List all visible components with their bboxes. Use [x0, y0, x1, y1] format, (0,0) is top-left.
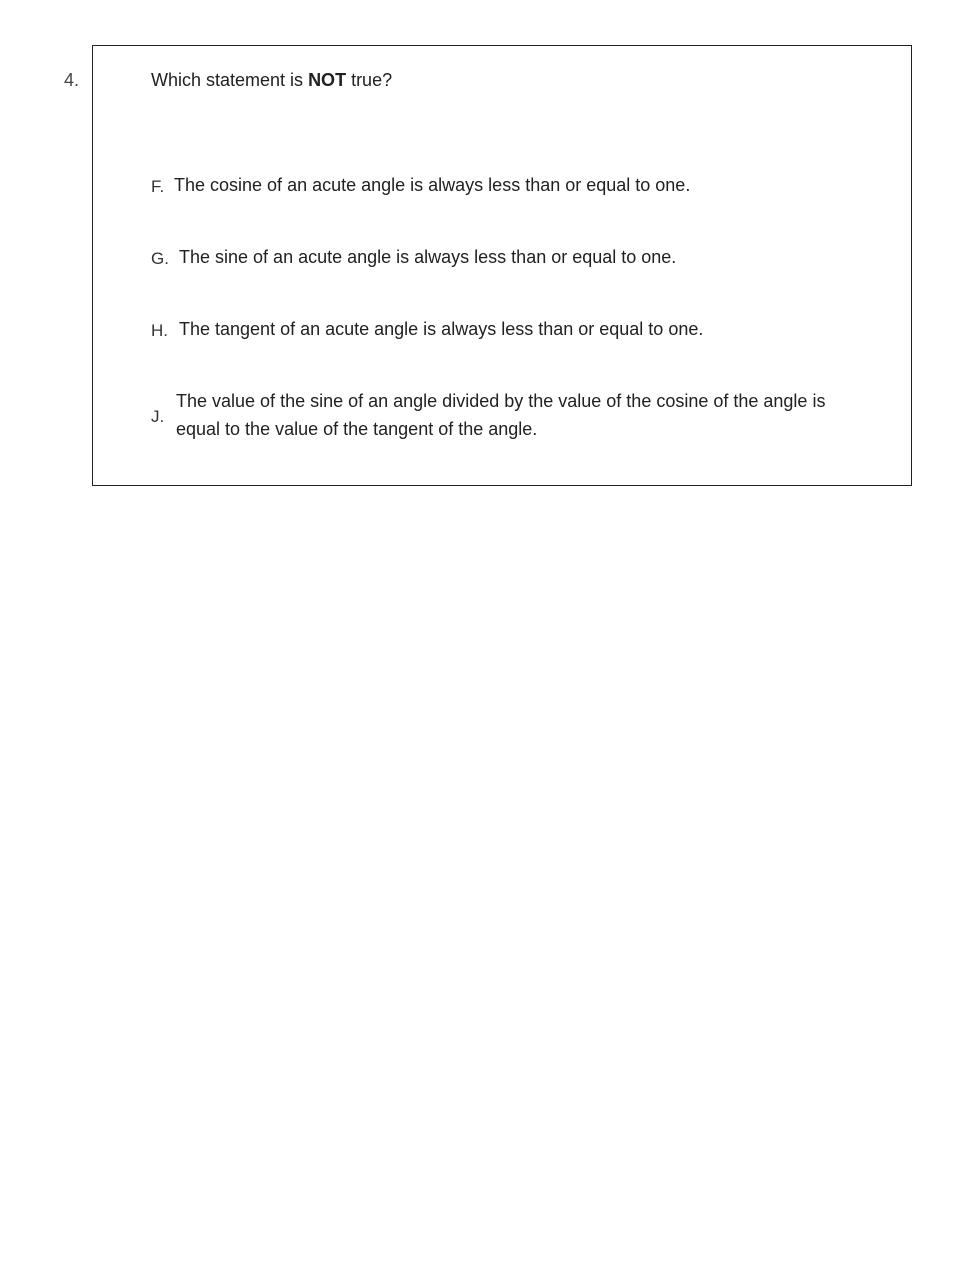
stem-text-before: Which statement is [151, 70, 309, 90]
choice-text: The tangent of an acute angle is always less than or equal to one. [179, 319, 704, 339]
answer-choice-f[interactable] [151, 171, 690, 199]
choice-text: The value of the sine of an angle divided by the value of the cosine of the angle is equal to the value of the tangent of the angle. [176, 391, 826, 439]
choice-letter: H. [151, 321, 168, 340]
question-number: 4. [64, 70, 80, 90]
question-box [92, 45, 912, 486]
choice-letter: J. [151, 407, 165, 426]
stem-text-after: true? [346, 70, 393, 90]
choice-letter: G. [151, 249, 169, 268]
choice-letter: F. [151, 177, 165, 196]
stem-emphasis: NOT [308, 70, 347, 90]
choice-text: The cosine of an acute angle is always less than or equal to one. [174, 175, 691, 195]
answer-choice-h[interactable] [151, 315, 703, 343]
choice-text: The sine of an acute angle is always less than or equal to one. [179, 247, 677, 267]
question-stem [151, 69, 392, 91]
answer-choice-j[interactable] [151, 387, 856, 443]
answer-choice-g[interactable] [151, 243, 676, 271]
